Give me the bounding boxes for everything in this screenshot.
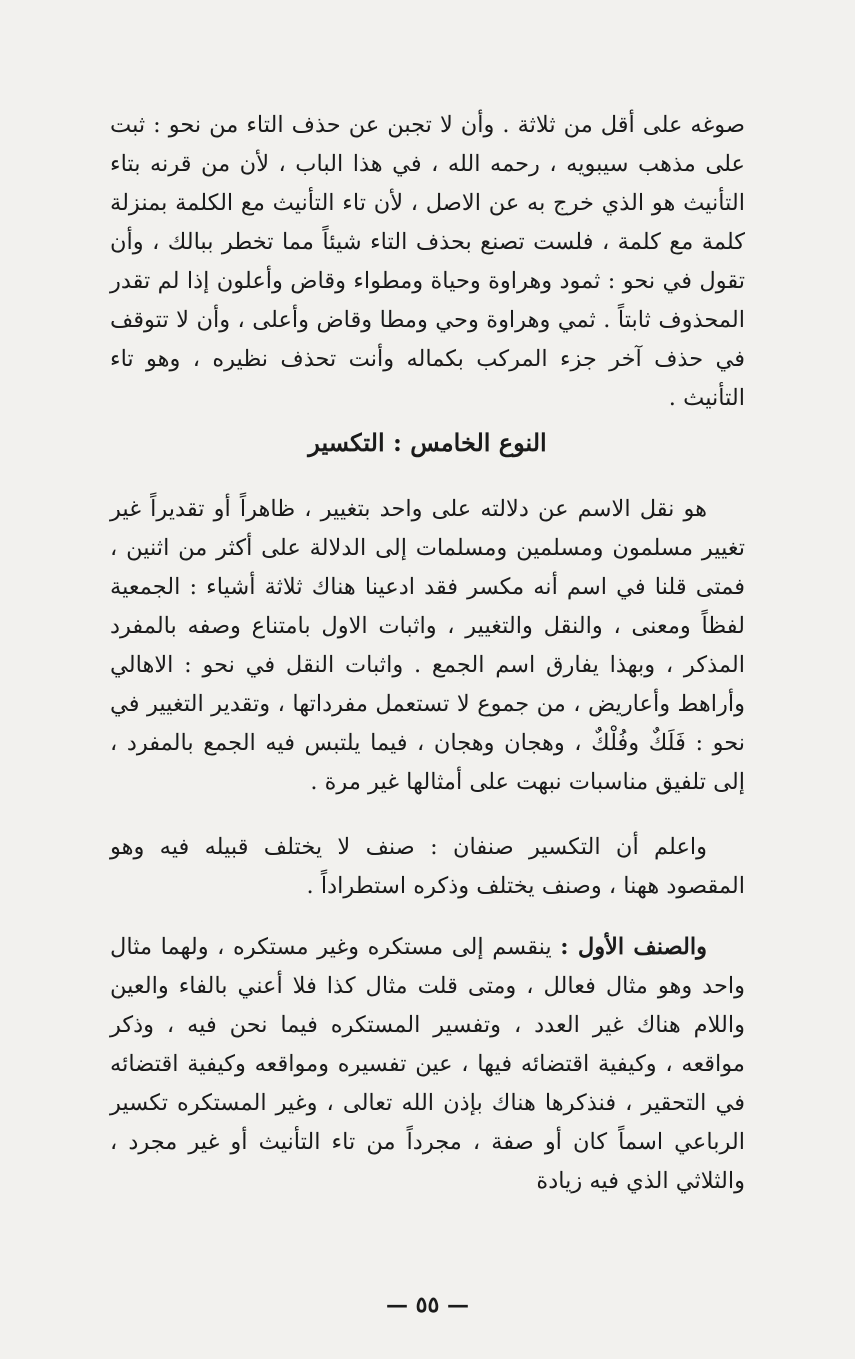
paragraph-4 <box>110 928 745 1201</box>
paragraph-3: واعلم أن التكسير صنفان : صنف لا يختلف قبيله فيه وهو المقصود ههنا ، وصنف يختلف وذكره استطراداً . <box>110 834 745 899</box>
paragraph-2: هو نقل الاسم عن دلالته على واحد بتغيير ، ظاهراً أو تقديراً غير تغيير مسلمون ومسلمين ومسلمات إلى الدلالة على أكثر من اثنين ، فمتى قلنا في اسم أنه مكسر فقد ادعينا هناك ثلاثة أشياء : الجمعية لفظاً ومعنى ، والنقل والتغيير ، واثبات الاول بامتناع وصفه بالمفرد المذكر ، وبهذا يفارق اسم الجمع . واثبات النقل في نحو : الاهالي وأراهط وأعاريض ، من جموع لا تستعمل مفرداتها ، وتقدير التغيير في نحو : فَلَكٌ وفُلْكٌ ، وهجان وهجان ، فيما يلتبس فيه الجمع بالمفرد ، إلى تلفيق مناسبات نبهت على أمثالها غير مرة . <box>110 496 745 795</box>
section-heading: النوع الخامس : التكسير <box>308 428 547 457</box>
book-page <box>110 92 745 1318</box>
paragraph-4-body: ينقسم إلى مستكره وغير مستكره ، ولهما مثال واحد وهو مثال فعالل ، ومتى قلت مثال كذا فلا أعني بالفاء والعين واللام هناك غير العدد ، وتفسير المستكره فيما نحن فيه ، وذكر مواقعه ، وكيفية اقتضائه فيها ، عين تفسيره ومواقعه وكيفية اقتضائه في التحقير ، فنذكرها هناك بإذن الله تعالى ، وغير المستكره تكسير الرباعي اسماً كان أو صفة ، مجرداً من تاء التأنيث أو غير مجرد ، والثلاثي الذي فيه زيادة <box>110 934 745 1194</box>
page-number: — ٥٥ — <box>386 1292 469 1318</box>
paragraph-1: صوغه على أقل من ثلاثة . وأن لا تجبن عن حذف التاء من نحو : ثبت على مذهب سيبويه ، رحمه الله ، في هذا الباب ، لأن من قرنه بتاء التأنيث هو الذي خرج به عن الاصل ، لأن تاء التأنيث مع الكلمة بمنزلة كلمة مع كلمة ، فلست تصنع بحذف التاء شيئاً مما تخطر ببالك ، وأن تقول في نحو : ثمود وهراوة وحياة ومطواء وقاض وأعلون إذا لم تقدر المحذوف ثابتاً . ثمي وهراوة وحي ومطا وقاض وأعلى ، وأن لا تتوقف في حذف آخر جزء المركب بكماله وأنت تحذف نظيره ، وهو تاء التأنيث . <box>110 112 745 411</box>
paragraph-4-lead: والصنف الأول : <box>560 934 707 960</box>
